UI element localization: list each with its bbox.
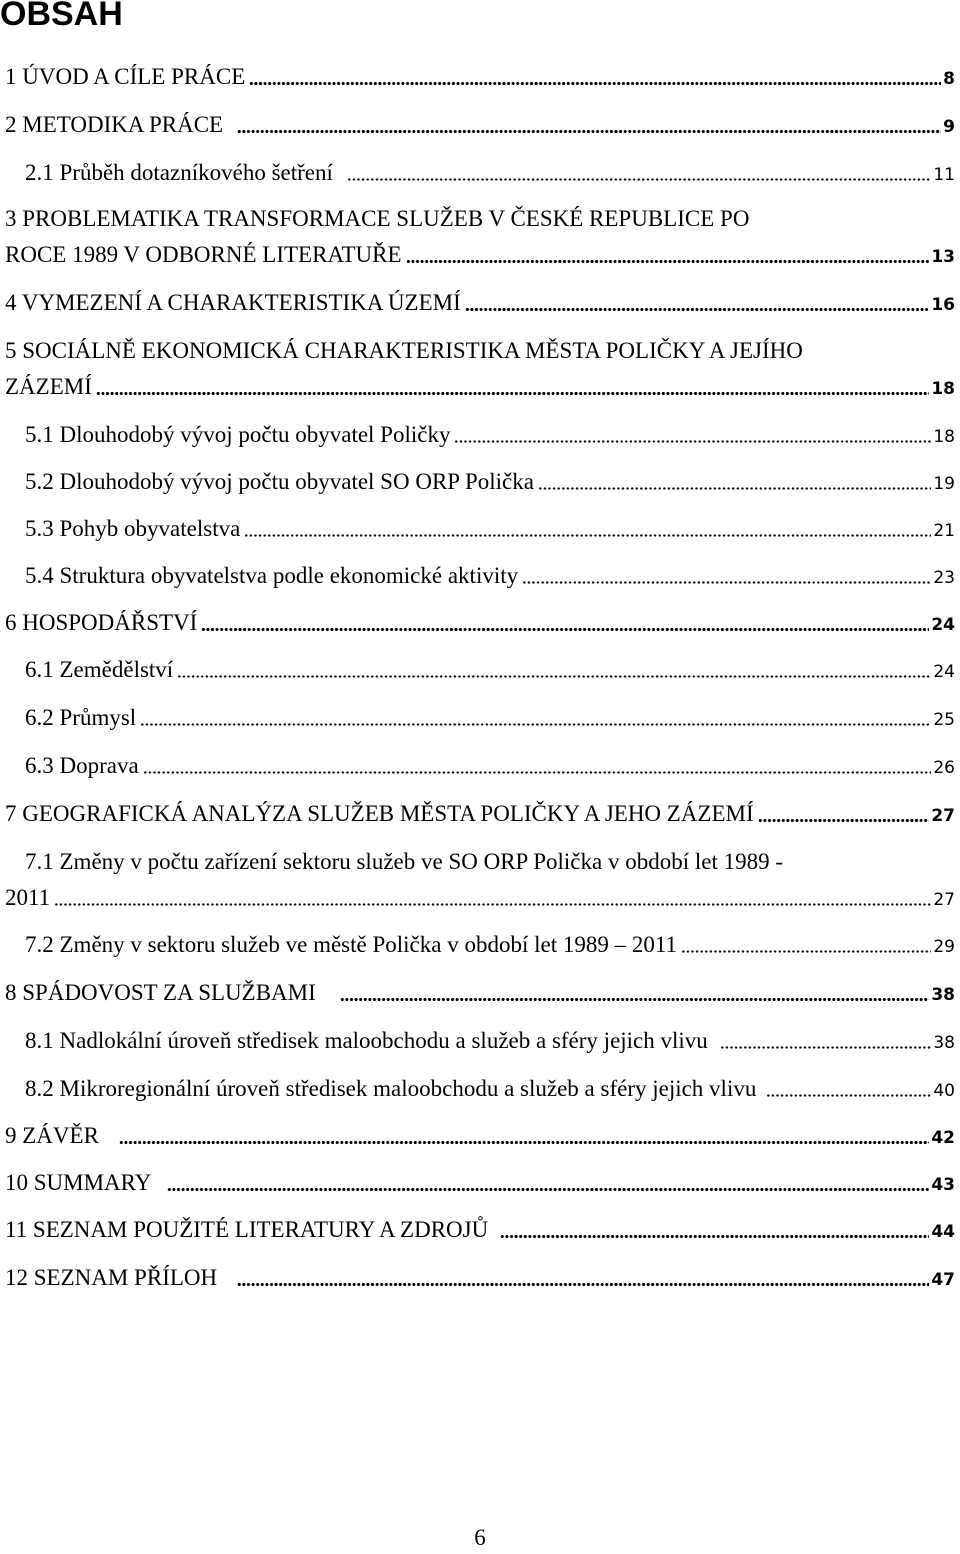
toc-entry-page: 24 xyxy=(931,615,955,635)
dot-leader xyxy=(681,950,931,953)
toc-entry-page: 13 xyxy=(931,247,955,267)
toc-entry-label: 5.4 Struktura obyvatelstva podle ekonomické aktivity xyxy=(25,563,519,588)
toc-entry-1[interactable] xyxy=(5,59,955,95)
toc-entry-9[interactable] xyxy=(5,1118,955,1154)
toc-entry-6-2[interactable] xyxy=(25,700,955,736)
toc-entry-page: 19 xyxy=(933,474,955,494)
toc-entry-page: 43 xyxy=(931,1175,955,1195)
toc-entry-page: 24 xyxy=(933,662,955,682)
toc-entry-7-2[interactable] xyxy=(25,927,955,963)
dot-leader xyxy=(406,260,930,263)
toc-entry-page: 21 xyxy=(933,521,955,541)
toc-entry-label-continued: ZÁZEMÍ xyxy=(5,374,92,399)
toc-entry-label: 6.1 Zemědělství xyxy=(25,657,174,682)
dot-leader xyxy=(119,1141,929,1144)
toc-entry-8-1[interactable] xyxy=(25,1023,955,1059)
toc-entry-page: 18 xyxy=(931,379,955,399)
toc-entry-page: 42 xyxy=(931,1128,955,1148)
dot-leader xyxy=(249,82,941,85)
toc-entry-label: 7 GEOGRAFICKÁ ANALÝZA SLUŽEB MĚSTA POLIČKY A JEHO ZÁZEMÍ xyxy=(5,801,754,826)
dot-leader xyxy=(720,1046,932,1049)
toc-entry-3[interactable] xyxy=(5,201,955,275)
dot-leader xyxy=(522,581,931,584)
toc-entry-label: 6.3 Doprava xyxy=(25,753,139,778)
toc-entry-label: 8.2 Mikroregionální úroveň středisek maloobchodu a služeb a sféry jejich vlivu xyxy=(25,1076,757,1101)
toc-entry-label: 5.3 Pohyb obyvatelstva xyxy=(25,516,241,541)
toc-entry-2[interactable] xyxy=(5,107,955,143)
toc-entry-page: 27 xyxy=(933,890,955,910)
toc-entry-label: 8.1 Nadlokální úroveň středisek maloobchodu a služeb a sféry jejich vlivu xyxy=(25,1028,708,1053)
dot-leader xyxy=(140,723,931,726)
toc-entry-page: 44 xyxy=(931,1222,955,1242)
toc-entry-7-1[interactable] xyxy=(5,844,955,918)
toc-entry-label: 4 VYMEZENÍ A CHARAKTERISTIKA ÚZEMÍ xyxy=(5,290,461,315)
page-number: 6 xyxy=(474,1525,486,1550)
toc-entry-label: 8 SPÁDOVOST ZA SLUŽBAMI xyxy=(5,980,316,1005)
dot-leader xyxy=(244,534,931,537)
toc-entry-5-4[interactable] xyxy=(25,558,955,594)
toc-entry-label: 5 SOCIÁLNĚ EKONOMICKÁ CHARAKTERISTIKA MĚSTA POLIČKY A JEJÍHO xyxy=(5,338,803,363)
toc-entry-page: 40 xyxy=(933,1081,955,1101)
dot-leader xyxy=(465,308,930,311)
toc-entry-label: 2 METODIKA PRÁCE xyxy=(5,112,224,137)
toc-entry-10[interactable] xyxy=(5,1165,955,1201)
toc-entry-label: 1 ÚVOD A CÍLE PRÁCE xyxy=(5,64,246,89)
toc-entry-page: 47 xyxy=(931,1270,955,1290)
toc-entry-6-3[interactable] xyxy=(25,748,955,784)
dot-leader xyxy=(167,1188,929,1191)
dot-leader xyxy=(96,392,929,395)
dot-leader xyxy=(237,130,941,133)
toc-entry-page: 8 xyxy=(943,69,955,89)
toc-entry-page: 27 xyxy=(931,806,955,826)
toc-entry-label: 5.2 Dlouhodobý vývoj počtu obyvatel SO ORP Polička xyxy=(25,469,534,494)
toc-entry-4[interactable] xyxy=(5,285,955,321)
toc-entry-label: 7.2 Změny v sektoru služeb ve městě Polička v období let 1989 – 2011 xyxy=(25,932,677,957)
toc-entry-page: 16 xyxy=(931,295,955,315)
dot-leader xyxy=(201,628,929,631)
toc-entry-5-3[interactable] xyxy=(25,511,955,547)
dot-leader xyxy=(766,1094,931,1097)
toc-heading: OBSAH xyxy=(0,0,123,33)
toc-entry-label: 10 SUMMARY xyxy=(5,1170,152,1195)
toc-entry-8-2[interactable] xyxy=(25,1071,955,1107)
dot-leader xyxy=(454,440,931,443)
toc-entry-2-1[interactable] xyxy=(25,155,955,191)
toc-entry-label: 5.1 Dlouhodobý vývoj počtu obyvatel Poličky xyxy=(25,422,451,447)
dot-leader xyxy=(177,675,931,678)
toc-entry-8[interactable] xyxy=(5,975,955,1011)
dot-leader xyxy=(538,487,931,490)
toc-entry-label: 3 PROBLEMATIKA TRANSFORMACE SLUŽEB V ČESKÉ REPUBLICE PO xyxy=(5,206,750,231)
toc-entry-label-continued: ROCE 1989 V ODBORNÉ LITERATUŘE xyxy=(5,242,402,267)
toc-entry-label: 12 SEZNAM PŘÍLOH xyxy=(5,1265,218,1290)
dot-leader xyxy=(758,819,930,822)
toc-entry-6[interactable] xyxy=(5,605,955,641)
dot-leader xyxy=(340,998,930,1001)
dot-leader xyxy=(347,178,931,181)
toc-entry-page: 25 xyxy=(933,710,955,730)
toc-entry-label: 6 HOSPODÁŘSTVÍ xyxy=(5,610,198,635)
toc-entry-6-1[interactable] xyxy=(25,652,955,688)
dot-leader xyxy=(500,1235,929,1238)
toc-entry-5[interactable] xyxy=(5,333,955,407)
dot-leader xyxy=(143,771,932,774)
toc-entry-label: 9 ZÁVĚR xyxy=(5,1123,99,1148)
toc-entry-page: 23 xyxy=(933,568,955,588)
toc-entry-page: 38 xyxy=(933,1033,955,1053)
toc-entry-5-1[interactable] xyxy=(25,417,955,453)
toc-entry-11[interactable] xyxy=(5,1212,955,1248)
toc-entry-page: 18 xyxy=(933,427,955,447)
toc-entry-page: 26 xyxy=(933,758,955,778)
toc-entry-12[interactable] xyxy=(5,1260,955,1296)
toc-entry-label: 6.2 Průmysl xyxy=(25,705,137,730)
toc-entry-label: 2.1 Průběh dotazníkového šetření xyxy=(25,160,333,185)
toc-entry-page: 29 xyxy=(933,937,955,957)
dot-leader xyxy=(237,1283,929,1286)
toc-entry-label-continued: 2011 xyxy=(5,885,51,910)
toc-entry-page: 11 xyxy=(933,165,955,185)
dot-leader xyxy=(54,903,931,906)
toc-entry-page: 38 xyxy=(931,985,955,1005)
toc-entry-5-2[interactable] xyxy=(25,464,955,500)
toc-entry-7[interactable] xyxy=(5,796,955,832)
toc-entry-label: 11 SEZNAM POUŽITÉ LITERATURY A ZDROJŮ xyxy=(5,1217,489,1242)
toc-entry-page: 9 xyxy=(943,117,955,137)
toc-entry-label: 7.1 Změny v počtu zařízení sektoru služeb ve SO ORP Polička v období let 1989 - xyxy=(25,849,784,874)
